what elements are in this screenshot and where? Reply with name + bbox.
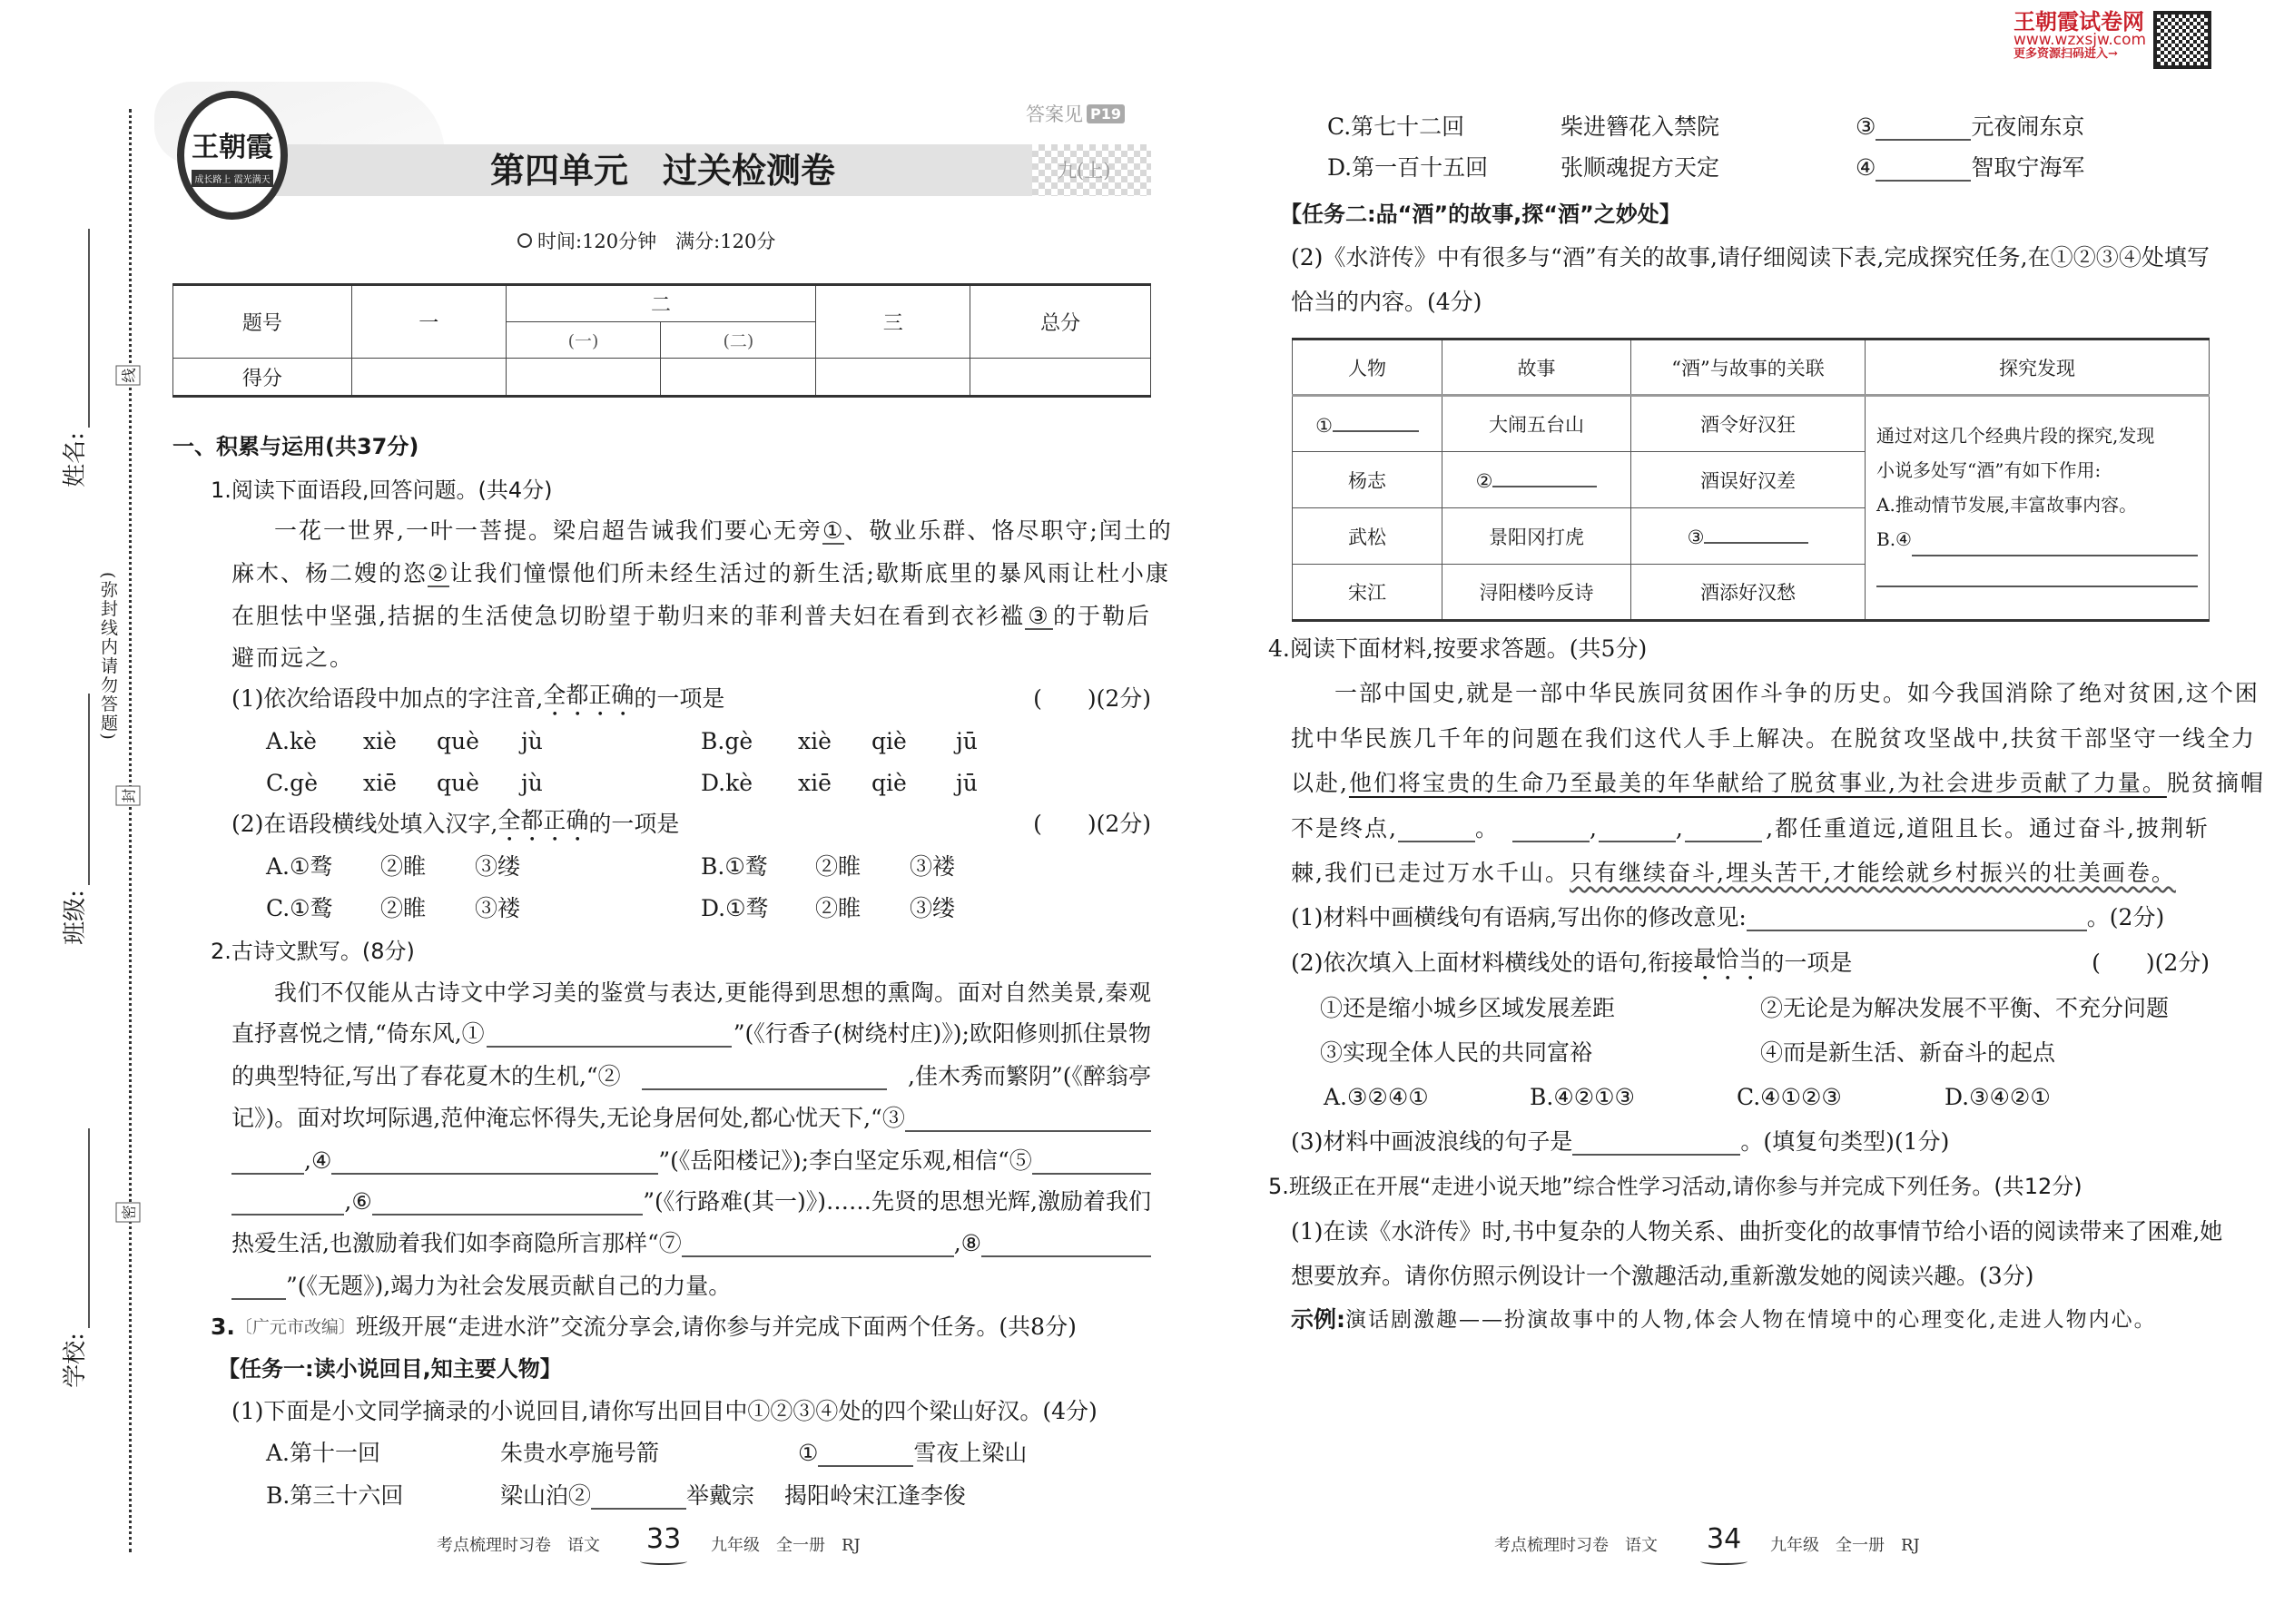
option-part: ②睢 xyxy=(815,853,861,880)
chapter-title: 朱贵水亭施号箭 xyxy=(500,1440,660,1466)
text: 记》)。面对坎坷际遇,范仲淹忘怀得失,无论身居何处,都心忧天下,“③ xyxy=(231,1105,905,1131)
class-label: 班级: xyxy=(61,890,89,945)
text: 棘,我们已走过万水千山。 xyxy=(1291,860,1570,886)
score: (2分) xyxy=(2154,950,2210,976)
chapter-row-b xyxy=(266,1478,966,1514)
example-text: 演话剧激趣——扮演故事中的人物,体会人物在情境中的心理变化,走进人物内心。 xyxy=(1345,1308,2157,1332)
option-part: jù xyxy=(521,728,543,754)
text: 全都正确 xyxy=(543,681,635,708)
text: ① xyxy=(798,1440,819,1466)
blank[interactable] xyxy=(372,1188,644,1216)
blank[interactable] xyxy=(1876,560,2198,587)
score-head-number: 题号 xyxy=(173,285,352,359)
footer-grade-left: 九年级 全一册 RJ xyxy=(711,1536,861,1555)
finding-text: 通过对这几个经典片段的探究,发现 xyxy=(1876,424,2155,447)
option-part: B.①鹜 xyxy=(701,853,768,880)
text: (1)材料中画横线句有语病,写出你的修改意见: xyxy=(1291,904,1747,930)
section-1-title: 一、积累与运用(共37分) xyxy=(172,434,419,459)
q4-item: ①还是缩小城乡区域发展差距 xyxy=(1320,995,1616,1021)
option-part: jù xyxy=(521,770,543,796)
text: 直抒喜悦之情,“倚东风,① xyxy=(231,1020,485,1047)
chapter-title: 雪夜上梁山 xyxy=(913,1440,1028,1466)
q2-line xyxy=(231,1184,1151,1220)
answer-ref xyxy=(1026,100,1125,127)
chapter-no: C.第七十二回 xyxy=(1327,113,1465,140)
option-part: què xyxy=(437,770,479,796)
q-number: 3. xyxy=(211,1314,235,1340)
source: 〔广元市改编〕 xyxy=(234,1317,356,1337)
page-number-swirl xyxy=(1700,1558,1748,1565)
q3-task1: 【任务一:读小说回目,知主要人物】 xyxy=(218,1356,562,1382)
option-part: D.①骛 xyxy=(701,895,769,921)
page-number-left: 33 xyxy=(646,1523,682,1555)
answer-paren[interactable]: ( ) xyxy=(1033,811,1097,837)
q2-line xyxy=(231,1225,1151,1262)
q4-option-c[interactable]: C.④①②③ xyxy=(1737,1084,1842,1110)
text: 在胆怯中坚强,拮据的生活使急切盼望于勒归来的菲利普夫妇在看到衣衫褴 xyxy=(231,603,1025,629)
score: (2分) xyxy=(1096,811,1151,837)
score-head-1: 一 xyxy=(351,285,506,359)
option-part: xiè xyxy=(363,728,397,754)
footer-grade-right: 九年级 全一册 RJ xyxy=(1770,1536,1920,1555)
blank[interactable] xyxy=(1876,113,1971,141)
q4-line xyxy=(1291,765,2265,802)
option-part: ③缕 xyxy=(475,853,521,880)
wine-table xyxy=(1292,338,2210,622)
text: ② xyxy=(1475,470,1493,492)
logo-text: 王朝霞 xyxy=(192,131,273,163)
qr-code-icon[interactable] xyxy=(2153,11,2211,69)
text: 。(填复句类型)(1分) xyxy=(1740,1128,1950,1155)
text: (2)依次填入上面材料横线处的语句,衔接 xyxy=(1291,950,1694,976)
option-part: A.kè xyxy=(266,728,317,754)
text: 班级开展“走进水浒”交流分享会,请你参与并完成下面两个任务。(共8分) xyxy=(355,1314,1077,1340)
score-cell[interactable] xyxy=(970,359,1151,397)
chapter-no: D.第一百十五回 xyxy=(1327,154,1489,181)
text: ④ xyxy=(1856,154,1876,181)
page-number-swirl xyxy=(640,1558,687,1565)
chapter-row-a xyxy=(266,1435,1027,1471)
blank[interactable] xyxy=(1398,815,1475,842)
text: ③ xyxy=(1856,113,1876,140)
q3-sub2: (2)《水浒传》中有很多与“酒”有关的故事,请仔细阅读下表,完成探究任务,在①②③④处填写 xyxy=(1291,244,2210,271)
chapter-title: 张顺魂捉方天定 xyxy=(1561,154,1720,181)
score-sub-2: (二) xyxy=(661,322,816,359)
q4-option-d[interactable]: D.③④②① xyxy=(1944,1084,2051,1110)
option-part: ②睢 xyxy=(815,895,861,921)
blank-2[interactable]: ② xyxy=(428,560,450,586)
text: 的于勒后 xyxy=(1052,603,1151,629)
school-line xyxy=(88,1128,90,1328)
findings-cell xyxy=(1866,396,2210,621)
option-part: xiē xyxy=(363,770,397,796)
th: 人物 xyxy=(1293,340,1442,396)
blank[interactable] xyxy=(1747,904,2087,931)
class-line xyxy=(88,694,90,885)
text: (1)依次给语段中加点的字注音, xyxy=(231,685,544,712)
seal-mark-mi: 密 xyxy=(116,1202,141,1222)
text: 不是终点, xyxy=(1291,815,1398,842)
q3-task2: 【任务二:品“酒”的故事,探“酒”之妙处】 xyxy=(1280,202,1681,227)
page-number-right: 34 xyxy=(1707,1523,1742,1555)
score-head-2: 二 xyxy=(506,285,816,322)
q4-line xyxy=(1291,855,2176,891)
option-part: ③缕 xyxy=(910,895,956,921)
blank[interactable] xyxy=(981,1230,1151,1257)
blank[interactable] xyxy=(1704,524,1808,544)
q2-line xyxy=(231,1058,1151,1095)
chapter-title: 柴进簪花入禁院 xyxy=(1561,113,1720,140)
q2-line xyxy=(231,1100,1151,1137)
seal-dotted-line xyxy=(129,109,132,1552)
option-part: qiè xyxy=(871,770,907,796)
text: ”(《无题》),竭力为社会发展贡献自己的力量。 xyxy=(286,1273,732,1299)
blank[interactable] xyxy=(642,1063,887,1090)
answer-paren[interactable]: ( ) xyxy=(2092,950,2155,976)
text: ,⑥ xyxy=(344,1188,372,1215)
score-sub-1: (一) xyxy=(506,322,661,359)
q1-para-line xyxy=(274,513,1173,549)
q4-title: 4.阅读下面材料,按要求答题。(共5分) xyxy=(1268,635,1648,662)
q3-sub1: (1)下面是小文同学摘录的小说回目,请你写出回目中①②③④处的四个梁山好汉。(4分) xyxy=(231,1398,1098,1424)
q2-line: 我们不仅能从古诗文中学习美的鉴赏与表达,更能得到思想的熏陶。面对自然美景,秦观 xyxy=(274,979,1151,1006)
text: ,④ xyxy=(304,1147,332,1174)
option-part: B.gè xyxy=(701,728,753,754)
score-cell[interactable] xyxy=(506,359,661,397)
finding-text: 小说多处写“酒”有如下作用: xyxy=(1876,458,2102,481)
name-label: 姓名: xyxy=(61,432,89,487)
answer-paren[interactable]: ( ) xyxy=(1033,685,1097,712)
chapter-title: 元夜闹东京 xyxy=(1971,113,2085,140)
chapter-row-d xyxy=(1327,150,2084,186)
blank[interactable] xyxy=(591,1482,686,1510)
option-part: xiè xyxy=(798,728,832,754)
seal-mark-feng: 封 xyxy=(116,785,141,805)
q1-title: 1.阅读下面语段,回答问题。(共4分) xyxy=(211,477,553,503)
text: ,佳木秀而繁阴”(《醉翁亭 xyxy=(908,1063,1151,1089)
blank[interactable] xyxy=(1512,815,1590,842)
blank-1[interactable]: ① xyxy=(822,517,845,544)
option-part: ③褛 xyxy=(475,895,521,921)
seal-notice: (弥封线内请勿答题) xyxy=(98,572,118,742)
blank[interactable] xyxy=(1685,815,1762,842)
q4-sub2 xyxy=(1291,945,2210,981)
cell: 武松 xyxy=(1293,508,1442,565)
text: , xyxy=(1675,815,1685,842)
score-cell[interactable] xyxy=(351,359,506,397)
text: (3)材料中画波浪线的句子是 xyxy=(1291,1128,1573,1155)
text: ”(《岳阳楼记》);李白坚定乐观,相信“⑤ xyxy=(658,1147,1032,1174)
q1-sub1 xyxy=(231,681,1151,717)
text: 脱贫摘帽 xyxy=(2166,770,2265,796)
q1-sub2 xyxy=(231,806,1151,842)
q4-line: 扰中华民族几千年的问题在我们这代人手上解决。在脱贫攻坚战中,扶贫干部坚守一线全力 xyxy=(1291,725,2256,752)
text: 。(2分) xyxy=(2086,904,2165,930)
option-part: ②睢 xyxy=(380,895,427,921)
text: 梁山泊② xyxy=(500,1482,592,1509)
seal-mark-xian: 线 xyxy=(116,365,141,385)
score-head-total: 总分 xyxy=(970,285,1151,359)
school-label: 学校: xyxy=(61,1333,89,1388)
blank[interactable] xyxy=(818,1440,913,1467)
q4-option-b[interactable]: B.④②①③ xyxy=(1530,1084,1635,1110)
blank[interactable] xyxy=(905,1105,1151,1132)
name-line xyxy=(88,229,90,428)
text: 一花一世界,一叶一菩提。梁启超告诫我们要心无旁 xyxy=(274,517,822,544)
option-part: C.①鹜 xyxy=(266,895,333,921)
q5-sub1: (1)在读《水浒传》时,书中复杂的人物关系、曲折变化的故事情节给小语的阅读带来了困难,她 xyxy=(1291,1218,2223,1245)
page-title: 第四单元 过关检测卷 xyxy=(489,151,835,191)
cell xyxy=(1631,508,1866,565)
q2-line xyxy=(231,1143,1151,1179)
site-hint: 更多资源扫码进入→ xyxy=(2013,47,2118,61)
q1-para-line xyxy=(231,598,1151,635)
footer-series-left: 考点梳理时习卷 语文 xyxy=(437,1536,600,1555)
option-part: què xyxy=(437,728,479,754)
q1-para-line xyxy=(231,556,1170,592)
chapter-title: 智取宁海军 xyxy=(1971,154,2085,181)
q3-sub2: 恰当的内容。(4分) xyxy=(1291,289,1482,315)
cell: 浔阳楼吟反诗 xyxy=(1442,565,1631,621)
blank[interactable] xyxy=(1032,1147,1151,1175)
time-info xyxy=(517,227,775,254)
q4-sub3 xyxy=(1291,1124,1949,1160)
score-table xyxy=(172,283,1151,398)
chapter-no: B.第三十六回 xyxy=(266,1482,404,1509)
option-part: qiè xyxy=(871,728,907,754)
q4-line: 一部中国史,就是一部中华民族同贫困作斗争的历史。如今我国消除了绝对贫困,这个困 xyxy=(1334,680,2260,706)
blank[interactable] xyxy=(1912,533,2198,556)
blank[interactable] xyxy=(1572,1128,1740,1156)
blank[interactable] xyxy=(1876,154,1971,182)
cell xyxy=(1442,452,1631,508)
text: ”(《行路难(其一)》)……先贤的思想光辉,激励着我们 xyxy=(643,1188,1151,1215)
cell: 大闹五台山 xyxy=(1442,396,1631,452)
option-part: C.gè xyxy=(266,770,318,796)
logo-slogan: 成长路上 霞光满天 xyxy=(192,170,272,187)
blank[interactable] xyxy=(1492,468,1597,487)
finding-text: A.推动情节发展,丰富故事内容。 xyxy=(1876,493,2138,516)
q2-line xyxy=(231,1268,731,1304)
site-url: www.wzxsjw.com xyxy=(2013,31,2147,49)
option-part: jū xyxy=(956,728,978,754)
th: 故事 xyxy=(1442,340,1631,396)
q2-line xyxy=(231,1016,1151,1052)
cell: 宋江 xyxy=(1293,565,1442,621)
text: 的典型特征,写出了春花夏木的生机,“② xyxy=(231,1063,621,1089)
blank[interactable] xyxy=(1599,815,1676,842)
text: (2)在语段横线处填入汉字, xyxy=(231,811,498,837)
blank[interactable] xyxy=(487,1020,732,1048)
text: ① xyxy=(1315,414,1333,437)
text: 的一项是 xyxy=(634,685,725,712)
text: ,都任重道远,道阻且长。通过奋斗,披荆斩 xyxy=(1766,815,2210,842)
time-info-text: 时间:120分钟 满分:120分 xyxy=(537,231,776,252)
cell: 杨志 xyxy=(1293,452,1442,508)
text: ③ xyxy=(1687,527,1705,548)
q5-example xyxy=(1291,1302,2157,1338)
cell xyxy=(1293,396,1442,452)
text: 最恰当 xyxy=(1693,945,1762,972)
text: 、敬业乐群、恪尽职守;闰土的 xyxy=(844,517,1173,544)
text: ,⑧ xyxy=(953,1230,982,1256)
q4-item: ③实现全体人民的共同富裕 xyxy=(1320,1039,1593,1066)
chapter-no: A.第十一回 xyxy=(266,1440,381,1466)
answer-ref-label: 答案见 xyxy=(1026,103,1083,125)
score-cell[interactable] xyxy=(661,359,816,397)
cell: 酒误好汉差 xyxy=(1631,452,1866,508)
cell: 酒添好汉愁 xyxy=(1631,565,1866,621)
text: 。 xyxy=(1474,815,1500,842)
text: 让我们憧憬他们所未经生活过的新生活;歇斯底里的暴风雨让杜小康 xyxy=(449,560,1170,586)
chapter-title: 举戴宗 xyxy=(686,1482,755,1509)
text: ”(《行香子(树绕村庄)》);欧阳修则抓住景物 xyxy=(733,1020,1151,1047)
option-part: D.kè xyxy=(701,770,753,796)
site-name: 王朝霞试卷网 xyxy=(2013,9,2144,34)
blank-3[interactable]: ③ xyxy=(1025,603,1053,630)
option-part: jū xyxy=(956,770,978,796)
q2-title: 2.古诗文默写。(8分) xyxy=(211,939,415,964)
blank[interactable] xyxy=(231,1147,304,1175)
finding-text: B.④ xyxy=(1876,527,1912,550)
q4-sub1 xyxy=(1291,900,2164,936)
q5-title: 5.班级正在开展“走进小说天地”综合性学习活动,请你参与并完成下列任务。(共12分) xyxy=(1268,1174,2082,1199)
option-part: ②睢 xyxy=(380,853,427,880)
site-logo xyxy=(2013,11,2211,69)
cell: 景阳冈打虎 xyxy=(1442,508,1631,565)
brand-logo xyxy=(177,91,288,220)
cell: 酒令好汉狂 xyxy=(1631,396,1866,452)
blank[interactable] xyxy=(231,1273,286,1300)
option-part: ③褛 xyxy=(910,853,956,880)
q4-line xyxy=(1291,811,2210,847)
text: 全都正确 xyxy=(497,806,589,833)
th: 探究发现 xyxy=(1866,340,2210,396)
text: 麻木、杨二嫂的恣 xyxy=(231,560,428,586)
text: 热爱生活,也激励着我们如李商隐所言那样“⑦ xyxy=(231,1230,682,1256)
blank[interactable] xyxy=(231,1188,344,1216)
option-part: A.①骛 xyxy=(266,853,333,880)
example-label: 示例: xyxy=(1291,1306,1345,1333)
blank[interactable] xyxy=(1333,412,1419,432)
clock-icon xyxy=(517,233,532,248)
option-part: xiē xyxy=(798,770,832,796)
text: 以赴, xyxy=(1291,770,1349,796)
q4-item: ④而是新生活、新奋斗的起点 xyxy=(1760,1039,2056,1066)
score-cell[interactable] xyxy=(816,359,970,397)
score: (2分) xyxy=(1096,685,1151,712)
text: 的一项是 xyxy=(1761,950,1853,976)
text: 的一项是 xyxy=(588,811,680,837)
q1-para-line: 避而远之。 xyxy=(231,645,355,671)
score-row-label: 得分 xyxy=(173,359,352,397)
q5-sub1: 想要放弃。请你仿照示例设计一个激趣活动,重新激发她的阅读兴趣。(3分) xyxy=(1291,1263,2034,1289)
chapter-row-c xyxy=(1327,109,2084,145)
blank[interactable] xyxy=(331,1147,658,1175)
blank[interactable] xyxy=(682,1230,954,1257)
footer-series-right: 考点梳理时习卷 语文 xyxy=(1494,1536,1658,1555)
chapter-title: 揭阳岭宋江逢李俊 xyxy=(784,1482,967,1509)
text: , xyxy=(1589,815,1599,842)
wavy-sentence: 只有继续奋斗,埋头苦干,才能绘就乡村振兴的壮美画卷。 xyxy=(1569,860,2176,886)
answer-page-badge: P19 xyxy=(1087,104,1125,123)
score-head-3: 三 xyxy=(816,285,970,359)
underlined-sentence: 他们将宝贵的生命乃至最美的年华献给了脱贫事业,为社会进步贡献了力量。 xyxy=(1348,770,2167,796)
q4-item: ②无论是为解决发展不平衡、不充分问题 xyxy=(1760,995,2170,1021)
grade-label: 九(上) xyxy=(1058,160,1111,182)
q4-option-a[interactable]: A.③②④① xyxy=(1324,1084,1429,1110)
q3-title xyxy=(211,1309,1077,1345)
th: “酒”与故事的关联 xyxy=(1631,340,1866,396)
